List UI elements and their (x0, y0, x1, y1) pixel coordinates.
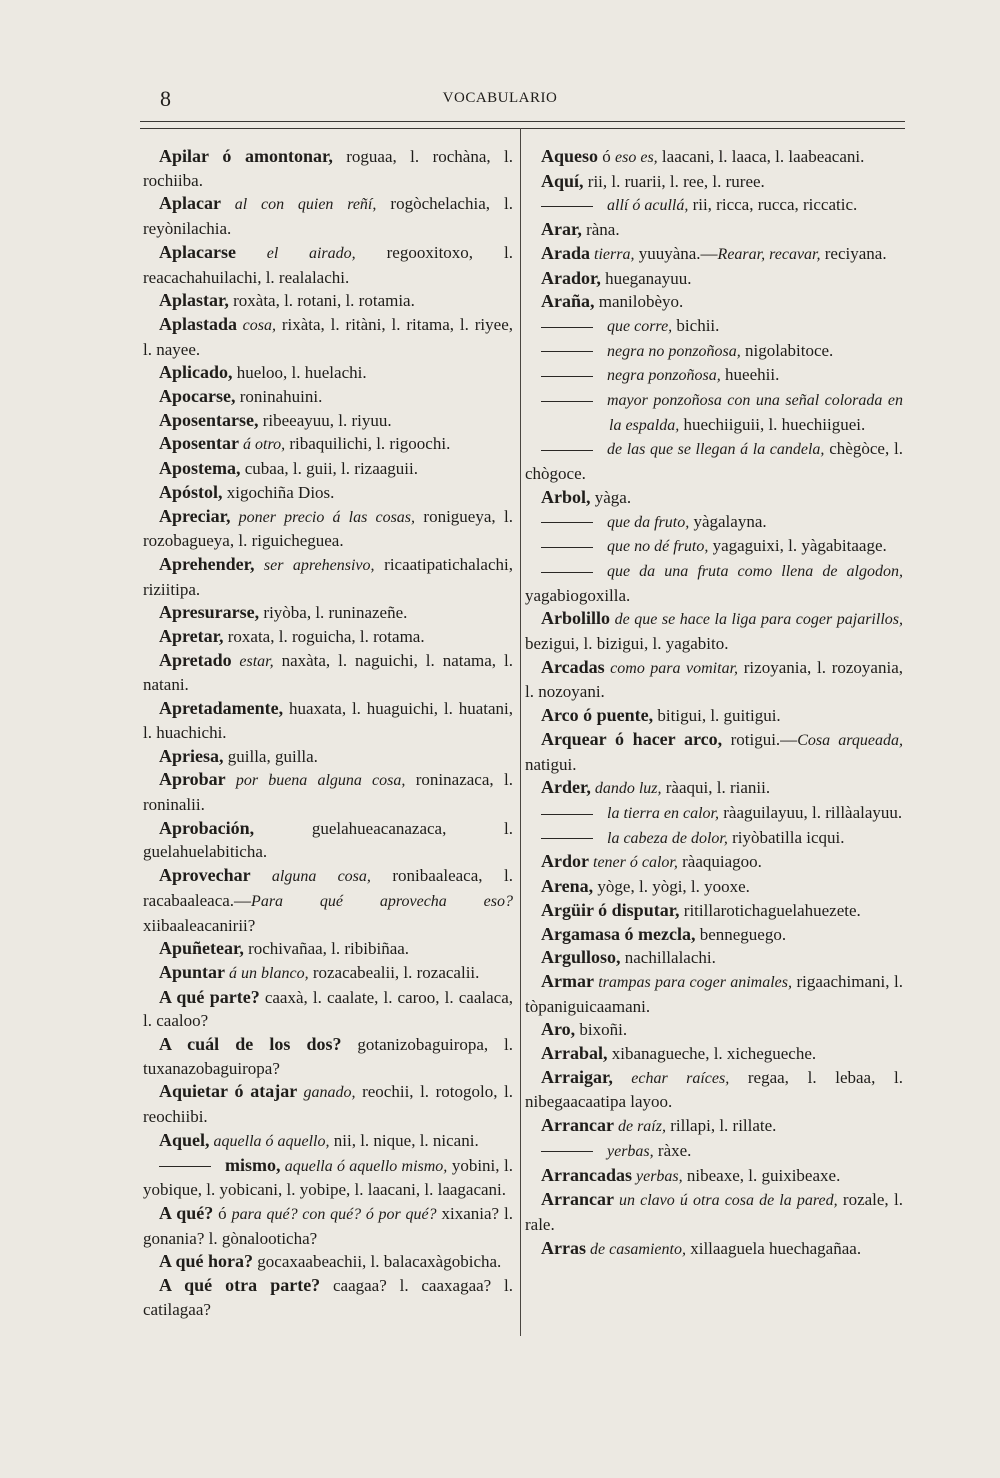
entry-a-que-otra-parte (143, 1274, 513, 1321)
gloss: de que se hace la liga para coger pajarillos, (610, 611, 903, 629)
headword: Aro, (541, 1019, 576, 1040)
definition: naxàta, l. naguichi, l. natama, l. natani. (143, 650, 513, 695)
gloss: de casamiento, (585, 1240, 686, 1258)
gloss: eso es, (615, 149, 658, 166)
entry-aquel-mismo (143, 1154, 513, 1202)
entry-a-que (143, 1202, 513, 1250)
entry-arrancadas (525, 1164, 903, 1189)
definition: guelahueacanazaca, l. guelahuelabiticha. (143, 818, 513, 862)
column-divider (520, 128, 521, 1336)
gloss: yerbas, (607, 1142, 654, 1160)
gloss: negra ponzoñosa, (607, 367, 721, 385)
entry-aro (525, 1018, 903, 1042)
definition: rogòchelachia, l. reyònilachia. (143, 194, 514, 239)
gloss: Cosa arqueada, (797, 731, 903, 749)
definition: xillaaguela huechagañaa. (685, 1238, 862, 1258)
entry-aplastar (143, 289, 513, 313)
headword: Ardor (541, 851, 589, 872)
gloss: que da una fruta como llena de algodon, (607, 562, 903, 580)
definition: gotanizobaguiropa, l. tuxanazobaguiropa? (143, 1035, 513, 1078)
definition: manilobèyo. (594, 292, 684, 312)
entry-argulloso (525, 946, 903, 970)
entry-arrancar-yerbas (525, 1139, 903, 1164)
definition: yàga. (590, 487, 632, 507)
definition: yagaguixi, l. yàgabitaage. (708, 536, 887, 556)
definition: rigaachimani, l. tòpaniguicaamani. (525, 971, 903, 1016)
definition: riyòba, l. runinazeñe. (259, 603, 408, 623)
entry-arar (525, 218, 903, 242)
gloss: allí ó acullá, (607, 197, 689, 215)
entry-arraigar (525, 1066, 903, 1114)
entry-apunetear (143, 937, 513, 961)
definition: ràaquiagoo. (677, 852, 762, 872)
headword: Arena, (541, 876, 594, 897)
gloss: Para qué aprovecha eso? (251, 892, 513, 910)
definition: bichii. (672, 315, 720, 335)
definition: roguaa, l. rochàna, l. rochiiba. (143, 147, 514, 190)
dash-rule (541, 351, 593, 352)
gloss: como para vomitar, (604, 659, 739, 677)
definition: yàgalayna. (689, 511, 767, 531)
entry-apriesa (143, 745, 513, 769)
dash-rule (541, 572, 593, 573)
headword: Apuñetear, (159, 938, 244, 959)
headword: Aplacarse (159, 241, 236, 262)
entry-aqueso (525, 145, 903, 170)
definition: ó (213, 1203, 232, 1223)
headword: Arrancadas (541, 1164, 632, 1185)
headword: Aposentarse, (159, 409, 259, 430)
entry-a-que-parte (143, 986, 513, 1033)
definition: nachillalachi. (620, 948, 716, 968)
headword: Arrancar (541, 1115, 614, 1136)
gloss: que da fruto, (607, 513, 690, 531)
gloss: mayor ponzoñosa con una señal colorada en la espalda, (607, 392, 903, 434)
headword: Apresurarse, (159, 602, 260, 623)
headword: Apocarse, (159, 386, 236, 407)
definition: xiibaaleacanirii? (143, 915, 256, 935)
gloss: por buena alguna cosa, (225, 772, 406, 790)
entry-arguir (525, 899, 903, 923)
definition: roninahuini. (235, 387, 323, 407)
entry-apilar (143, 145, 513, 192)
entry-aposentarse (143, 409, 513, 433)
left-column (143, 145, 513, 1321)
entry-apretar (143, 625, 513, 649)
dash-rule (541, 814, 593, 815)
entry-apretadamente (143, 697, 513, 744)
definition: ràaqui, l. rianii. (661, 778, 771, 798)
headword: Arada (541, 242, 590, 263)
definition: nigolabitoce. (740, 340, 834, 360)
gloss: negra no ponzoñosa, (607, 342, 741, 360)
headword: Apretado (159, 649, 232, 670)
headword: Arcadas (541, 656, 605, 677)
definition: xigochiña Dios. (222, 482, 335, 502)
gloss: yerbas, (632, 1167, 683, 1185)
entry-aquietar (143, 1080, 513, 1128)
gloss: Rearar, recavar, (717, 245, 821, 263)
definition: natigui. (525, 754, 577, 774)
entry-arbol-algodon (525, 559, 903, 607)
entry-aquel (143, 1129, 513, 1154)
headword: Arador, (541, 267, 601, 288)
headword: Aplastada (159, 313, 238, 334)
definition: ràna. (581, 220, 620, 240)
definition: bixoñi. (575, 1020, 628, 1040)
headword: Apriesa, (159, 745, 224, 766)
definition: yobini, l. yobique, l. yobicani, l. yobipe, l. laacani, l. laagacani. (143, 1155, 514, 1200)
gloss: echar raíces, (612, 1069, 730, 1087)
gloss: para qué? con qué? ó por qué? (231, 1205, 437, 1223)
page-number: 8 (160, 86, 171, 111)
dash-rule (541, 838, 593, 839)
headword: Aprovechar (159, 865, 251, 886)
headword: A qué hora? (159, 1251, 254, 1272)
gloss: de raíz, (613, 1118, 666, 1136)
definition: riyòbatilla icqui. (727, 827, 845, 847)
dash-rule (541, 522, 593, 523)
right-column (525, 145, 903, 1261)
headword: Aquí, (541, 170, 584, 191)
definition: ribaquilichi, l. rigoochi. (285, 434, 451, 454)
definition: xibanagueche, l. xichegueche. (607, 1044, 817, 1064)
dash-rule (541, 450, 593, 451)
definition: guilla, guilla. (223, 746, 318, 766)
definition: reochii, l. rotogolo, l. reochiibi. (143, 1082, 513, 1127)
entry-aqui-alli (525, 193, 903, 218)
gloss: trampas para coger animales, (593, 973, 792, 991)
gloss: el airado, (235, 244, 356, 262)
headword: Arrabal, (541, 1043, 608, 1064)
entry-arada (525, 242, 903, 267)
entry-aplacar (143, 192, 513, 240)
definition: rizoyania, l. rozoyania, l. nozoyani. (525, 657, 903, 702)
header-rule-top (140, 121, 905, 122)
entry-apostema (143, 457, 513, 481)
headword: Apretadamente, (159, 698, 284, 719)
definition: ribeeayuu, l. riyuu. (258, 410, 392, 430)
definition: ràaguilayuu, l. rillàalayuu. (719, 802, 903, 822)
entry-arder-tierra (525, 801, 903, 826)
entry-arana-que-corre (525, 314, 903, 339)
definition: bezigui, l. bizigui, l. yagabito. (525, 634, 729, 654)
dash-rule (541, 1151, 593, 1152)
headword: Apretar, (159, 626, 224, 647)
dash-rule (541, 206, 593, 207)
definition: rozacabealii, l. rozacalii. (308, 962, 480, 982)
definition: hueehii. (720, 365, 780, 385)
definition: rii, ricca, rucca, riccatic. (688, 195, 858, 215)
dash-rule (541, 376, 593, 377)
headword: Argulloso, (541, 947, 621, 968)
definition: rixàta, l. ritàni, l. ritama, l. riyee, l. nayee. (143, 314, 513, 359)
definition: yuuyàna.— (634, 243, 718, 263)
gloss: estar, (231, 652, 274, 670)
headword: A qué parte? (159, 986, 260, 1007)
entry-arbol-fruto (525, 510, 903, 535)
gloss: cosa, (237, 316, 276, 334)
entry-aqui (525, 170, 903, 194)
entry-arana (525, 290, 903, 314)
entry-arana-mayor (525, 388, 903, 437)
headword: mismo, (225, 1154, 281, 1175)
definition: rii, l. ruarii, l. ree, l. ruree. (583, 171, 765, 191)
gloss: ser aprehensivo, (254, 556, 375, 574)
definition: roxata, l. roguicha, l. rotama. (223, 627, 425, 647)
dash-rule (541, 401, 593, 402)
entry-arana-negra-no-ponzonosa (525, 339, 903, 364)
definition: gocaxaabeachii, l. balacaxàgobicha. (253, 1252, 502, 1272)
definition: rochivañaa, l. ribibiñaa. (243, 939, 410, 959)
gloss: que corre, (607, 317, 673, 335)
dash-rule (541, 547, 593, 548)
headword: Aplacar (159, 193, 221, 214)
headword: A cuál de los dos? (159, 1034, 342, 1055)
running-head: VOCABULARIO (442, 90, 558, 106)
gloss: aquella ó aquello mismo, (280, 1157, 448, 1175)
headword: Arbolillo (541, 608, 611, 629)
headword: Apóstol, (159, 481, 223, 502)
entry-arrancar-raiz (525, 1114, 903, 1139)
entry-aprobacion (143, 817, 513, 864)
headword: Aplastar, (159, 290, 229, 311)
entry-argamasa (525, 923, 903, 947)
entry-arbolillo (525, 607, 903, 655)
entry-apresurarse (143, 601, 513, 625)
headword: Argüir ó disputar, (541, 899, 680, 920)
entry-arder (525, 776, 903, 801)
dash-rule (541, 327, 593, 328)
definition: ronibaaleaca, l. racabaaleaca.— (143, 866, 513, 910)
definition: caaxà, l. caalate, l. caroo, l. caalaca, l. caaloo? (143, 987, 513, 1031)
entry-aprovechar (143, 864, 513, 937)
definition: caagaa? l. caaxagaa? l. catilagaa? (143, 1276, 513, 1319)
headword: Arco ó puente, (541, 705, 654, 726)
definition: ricaatipatichalachi, riziitipa. (143, 554, 513, 599)
definition: yagabiogoxilla. (525, 585, 631, 605)
definition: xixania? l. gonania? l. gònalooticha? (143, 1203, 513, 1248)
gloss: al con quien reñí, (221, 196, 377, 214)
definition: chègòce, l. chògoce. (525, 439, 904, 484)
gloss: la cabeza de dolor, (607, 829, 728, 847)
entry-apuntar (143, 961, 513, 986)
gloss: un clavo ú otra cosa de la pared, (613, 1192, 838, 1210)
dash-rule (159, 1166, 211, 1167)
definition: nibeaxe, l. guixibeaxe. (682, 1165, 841, 1185)
entry-arador (525, 267, 903, 291)
definition: cubaa, l. guii, l. rizaaguii. (240, 459, 418, 479)
definition: bitigui, l. guitigui. (653, 706, 781, 726)
entry-a-cual-de-los-dos (143, 1033, 513, 1080)
entry-aplastada (143, 313, 513, 361)
definition: rillapi, l. rillate. (665, 1116, 777, 1136)
entry-aprehender (143, 553, 513, 601)
definition: nii, l. nique, l. nicani. (329, 1130, 479, 1150)
entry-aplacarse (143, 241, 513, 289)
entry-apreciar (143, 505, 513, 553)
entry-aposentar (143, 432, 513, 457)
gloss: tierra, (590, 245, 635, 263)
entry-arco (525, 704, 903, 728)
headword: Aprehender, (159, 553, 255, 574)
entry-arcadas (525, 656, 903, 704)
headword: Arrancar (541, 1189, 614, 1210)
definition: hueganayuu. (600, 268, 692, 288)
gloss: tener ó calor, (589, 854, 678, 872)
headword: Arbol, (541, 486, 591, 507)
definition: ó (598, 147, 616, 166)
gloss: á otro, (239, 436, 286, 454)
definition: benneguego. (695, 924, 787, 944)
headword: Apreciar, (159, 505, 231, 526)
entry-a-que-hora (143, 1250, 513, 1274)
gloss: alguna cosa, (250, 868, 371, 886)
entry-apostol (143, 481, 513, 505)
headword: Aqueso (541, 146, 599, 166)
headword: Apostema, (159, 458, 241, 479)
definition: ritillarotichaguelahuezete. (679, 900, 861, 920)
entry-aprobar (143, 768, 513, 816)
headword: A qué otra parte? (159, 1275, 321, 1296)
entry-arbol-no-fruto (525, 534, 903, 559)
headword: Armar (541, 970, 594, 991)
entry-ardor (525, 850, 903, 875)
headword: A qué? (159, 1202, 214, 1223)
headword: Aplicado, (159, 362, 233, 383)
definition: roxàta, l. rotani, l. rotamia. (228, 291, 415, 311)
gloss: dando luz, (590, 780, 662, 798)
definition: ràxe. (653, 1140, 692, 1160)
headword: Arar, (541, 219, 582, 240)
gloss: ganado, (297, 1084, 356, 1102)
headword: Aposentar (159, 433, 239, 454)
entry-apocarse (143, 385, 513, 409)
entry-arrancar-clavo (525, 1188, 903, 1236)
headword: Aprobación, (159, 817, 255, 838)
gloss: poner precio á las cosas, (230, 508, 416, 526)
entry-arbol (525, 486, 903, 510)
entry-arana-candela (525, 437, 903, 485)
gloss: aquella ó aquello, (209, 1132, 330, 1150)
definition: rotigui.— (722, 729, 798, 749)
headword: Aquel, (159, 1129, 210, 1150)
headword: Araña, (541, 291, 595, 312)
entry-arena (525, 875, 903, 899)
headword: Arder, (541, 777, 591, 798)
headword: Argamasa ó mezcla, (541, 923, 696, 944)
definition: hueloo, l. huelachi. (232, 363, 367, 383)
headword: Aprobar (159, 769, 226, 790)
definition: yòge, l. yògi, l. yooxe. (593, 877, 750, 897)
entry-armar (525, 970, 903, 1018)
entry-aplicado (143, 361, 513, 385)
definition: regaa, l. lebaa, l. nibegaacaatipa layoo. (525, 1067, 903, 1112)
entry-arana-negra-ponzonosa (525, 363, 903, 388)
gloss: que no dé fruto, (607, 538, 709, 556)
entry-arras (525, 1237, 903, 1262)
headword: Aquietar ó atajar (159, 1081, 298, 1102)
definition: regooxitoxo, l. reacachahuilachi, l. realalachi. (143, 242, 513, 287)
headword: Apuntar (159, 961, 226, 982)
headword: Apilar ó amontonar, (159, 146, 333, 166)
headword: Arras (541, 1237, 586, 1258)
definition: huechiiguii, l. huechiiguei. (679, 414, 866, 434)
definition: ronigueya, l. rozobagueya, l. riguicheguea. (143, 506, 514, 551)
headword: Arquear ó hacer arco, (541, 728, 723, 749)
gloss: de las que se llegan á la candela, (607, 441, 825, 459)
definition: reciyana. (820, 243, 887, 263)
entry-arrabal (525, 1042, 903, 1066)
gloss: la tierra en calor, (607, 804, 719, 822)
definition: laacani, l. laaca, l. laabeacani. (657, 147, 865, 166)
definition: roninazaca, l. roninalii. (143, 770, 513, 814)
definition: rozale, l. rale. (525, 1190, 903, 1234)
gloss: á un blanco, (225, 964, 309, 982)
entry-apretado (143, 649, 513, 697)
entry-arquear (525, 728, 903, 776)
entry-arder-cabeza (525, 826, 903, 851)
definition: huaxata, l. huaguichi, l. huatani, l. huachichi. (143, 699, 513, 742)
header-rule-bottom (140, 128, 905, 129)
headword: Arraigar, (541, 1066, 613, 1087)
